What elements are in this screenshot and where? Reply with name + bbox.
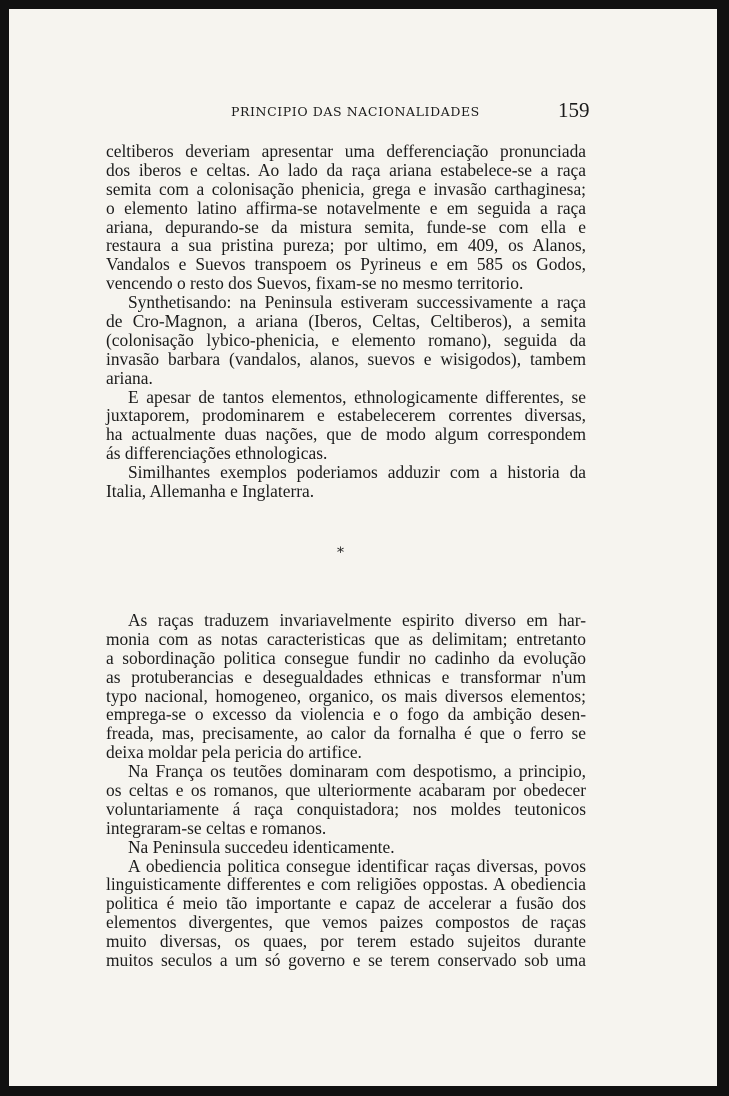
text-line: muitos seculos a um só governo e se terem conservado sob uma <box>106 950 586 971</box>
page-number: 159 <box>558 98 590 122</box>
running-title: PRINCIPIO DAS NACIONALIDADES <box>231 104 480 119</box>
text-line: emprega-se o excesso da violencia e o fogo da ambição desen- <box>106 704 586 725</box>
text-line: ás differenciações ethnologicas. <box>106 443 328 464</box>
section-separator: * <box>337 545 344 561</box>
book-page <box>9 9 717 1086</box>
text-line: dos iberos e celtas. Ao lado da raça ariana estabelece-se a raça <box>106 159 586 180</box>
text-line: linguisticamente differentes e com religiões oppostas. A obediencia <box>106 874 586 895</box>
text-line: Synthetisando: na Peninsula estiveram successivamente a raça <box>128 292 586 313</box>
text-line: ha actualmente duas nações, que de modo algum correspondem <box>106 424 586 445</box>
text-line: o elemento latino affirma-se notavelmente e em seguida a raça <box>106 197 586 218</box>
text-line: Vandalos e Suevos transpoem os Pyrineus e em 585 os Godos, <box>106 254 586 275</box>
text-line: celtiberos deveriam apresentar uma defferenciação pronunciada <box>106 141 586 161</box>
text-line: freada, mas, precisamente, ao calor da fornalha é que o ferro se <box>106 723 586 744</box>
text-line: integraram-se celtas e romanos. <box>106 817 327 838</box>
page-header <box>9 98 717 124</box>
text-line: typo nacional, homogeneo, organico, os mais diversos elementos; <box>106 685 586 706</box>
text-line: as protuberancias e desegualdades ethnicas e transformar n'um <box>106 666 586 687</box>
text-line: Na Peninsula succedeu identicamente. <box>128 836 395 857</box>
text-line: voluntariamente á raça conquistadora; nos moldes teutonicos <box>106 798 586 819</box>
body-text-section-1 <box>106 142 586 501</box>
text-line: E apesar de tantos elementos, ethnologicamente differentes, se <box>128 386 586 407</box>
text-line: vencendo o resto dos Suevos, fixam-se no mesmo territorio. <box>106 273 524 294</box>
text-line: deixa moldar pela pericia do artifice. <box>106 742 362 763</box>
text-line: As raças traduzem invariavelmente espirito diverso em har- <box>128 610 586 630</box>
text-line: a sobordinação politica consegue fundir no cadinho da evolução <box>106 647 586 668</box>
text-line: elementos divergentes, que vemos paizes compostos de raças <box>106 912 586 933</box>
text-line: juxtaporem, prodominarem e estabelecerem correntes diversas, <box>106 405 586 426</box>
text-line: (colonisação lybico-phenicia, e elemento romano), seguida da <box>106 329 586 350</box>
body-text-section-2 <box>106 611 586 970</box>
text-line: muito diversas, os quaes, por terem estado sujeitos durante <box>106 931 586 952</box>
text-line: politica é meio tão importante e capaz de accelerar a fusão dos <box>106 893 586 914</box>
text-line: semita com a colonisação phenicia, grega e invasão carthaginesa; <box>106 178 586 199</box>
text-line: Similhantes exemplos poderiamos adduzir com a historia da <box>128 462 586 483</box>
text-line: invasão barbara (vandalos, alanos, suevos e wisigodos), tambem <box>106 348 586 369</box>
text-line: Italia, Allemanha e Inglaterra. <box>106 481 315 502</box>
text-line: os celtas e os romanos, que ulteriormente acabaram por obedecer <box>106 780 586 801</box>
text-line: ariana, depurando-se da mistura semita, funde-se com ella e <box>106 216 586 237</box>
text-line: ariana. <box>106 367 153 388</box>
text-line: restaura a sua pristina pureza; por ultimo, em 409, os Alanos, <box>106 235 586 256</box>
text-line: Na França os teutões dominaram com despotismo, a principio, <box>128 761 586 782</box>
text-line: de Cro-Magnon, a ariana (Iberos, Celtas, Celtiberos), a semita <box>106 311 586 332</box>
text-line: monia com as notas caracteristicas que as delimitam; entretanto <box>106 628 586 649</box>
text-line: A obediencia politica consegue identificar raças diversas, povos <box>128 855 586 876</box>
